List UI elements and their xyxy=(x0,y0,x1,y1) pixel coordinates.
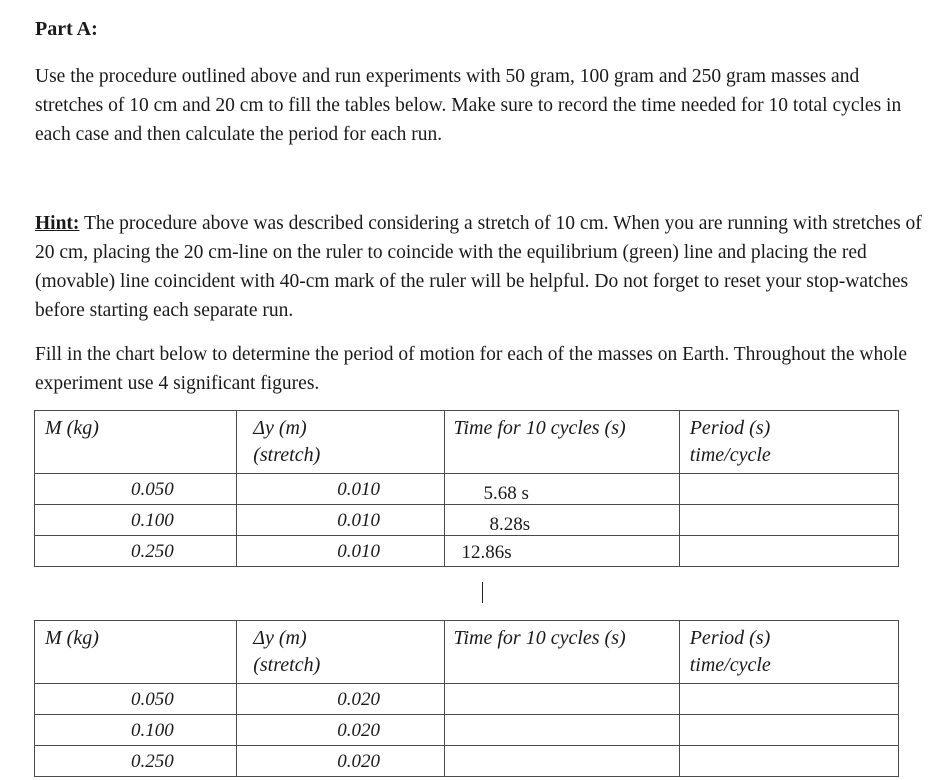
header-time-label: Time for 10 cycles (s) xyxy=(453,627,626,649)
dy-cell xyxy=(237,684,445,715)
data-table-stretch-20cm xyxy=(34,620,899,777)
dy-value: 0.020 xyxy=(337,751,380,772)
header-stretch-label: (stretch) xyxy=(253,654,321,676)
header-dy xyxy=(237,621,445,684)
hint-text: The procedure above was described considering a stretch of 10 cm. When you are running with stretches of 20 cm, placing the 20 cm-line on the ruler to coincide with the equilibrium (green) line and placing the red (movable) line coincident with 40-cm mark of the ruler will be helpful. Do not forget to reset your stop-watches before starting each separate run. xyxy=(35,213,922,321)
period-cell[interactable] xyxy=(679,474,898,505)
time-value: 8.28s xyxy=(489,514,531,535)
table-header-row xyxy=(35,621,899,684)
time-cell[interactable] xyxy=(445,746,679,777)
mass-cell xyxy=(35,684,237,715)
dy-value: 0.020 xyxy=(337,689,380,710)
table-row xyxy=(35,746,899,777)
dy-cell xyxy=(237,505,445,536)
instructions-paragraph: Use the procedure outlined above and run experiments with 50 gram, 100 gram and 250 gram masses and stretches of 10 cm and 20 cm to fill the tables below. Make sure to record the time needed for 10 total cycles in each case and then calculate the period for each run. xyxy=(35,66,902,145)
header-period-label: Period (s) xyxy=(689,627,771,649)
mass-value: 0.250 xyxy=(131,751,174,772)
period-cell[interactable] xyxy=(679,505,898,536)
table-row xyxy=(35,715,899,746)
mass-cell xyxy=(35,715,237,746)
header-period-label: Period (s) xyxy=(689,417,771,439)
time-value: 12.86s xyxy=(461,542,512,563)
mass-value: 0.050 xyxy=(131,689,174,710)
text-cursor xyxy=(482,582,483,603)
header-period xyxy=(679,621,898,684)
period-cell[interactable] xyxy=(679,746,898,777)
header-dy-label: Δy (m) xyxy=(253,417,307,439)
section-heading: Part A: xyxy=(35,18,98,40)
mass-value: 0.100 xyxy=(131,510,174,531)
mass-value: 0.250 xyxy=(131,541,174,562)
header-period-unit: time/cycle xyxy=(689,654,771,676)
header-dy-label: Δy (m) xyxy=(253,627,307,649)
header-stretch-label: (stretch) xyxy=(253,444,321,466)
mass-cell xyxy=(35,746,237,777)
mass-cell xyxy=(35,536,237,567)
dy-cell xyxy=(237,715,445,746)
header-time xyxy=(445,621,679,684)
data-table-stretch-10cm xyxy=(34,410,899,567)
hint-paragraph xyxy=(35,209,930,325)
hint-label: Hint: xyxy=(35,213,80,234)
table-row xyxy=(35,536,899,567)
header-mass-label: M (kg) xyxy=(45,627,99,649)
dy-value: 0.010 xyxy=(337,510,380,531)
header-dy xyxy=(237,411,445,474)
period-cell[interactable] xyxy=(679,715,898,746)
time-cell[interactable] xyxy=(445,684,679,715)
header-mass xyxy=(35,621,237,684)
dy-cell xyxy=(237,746,445,777)
header-period-unit: time/cycle xyxy=(689,444,771,466)
mass-cell xyxy=(35,505,237,536)
header-period xyxy=(679,411,898,474)
table-row xyxy=(35,474,899,505)
dy-value: 0.020 xyxy=(337,720,380,741)
chart-instructions: Fill in the chart below to determine the period of motion for each of the masses on Earth. Throughout the whole experiment use 4 significant figures. xyxy=(35,344,908,394)
header-time xyxy=(445,411,679,474)
table-header-row xyxy=(35,411,899,474)
dy-cell xyxy=(237,474,445,505)
time-cell[interactable] xyxy=(445,715,679,746)
mass-value: 0.050 xyxy=(131,479,174,500)
dy-value: 0.010 xyxy=(337,479,380,500)
table-row xyxy=(35,684,899,715)
header-mass-label: M (kg) xyxy=(45,417,99,439)
time-cell[interactable] xyxy=(445,536,679,567)
time-cell[interactable] xyxy=(445,505,679,536)
mass-value: 0.100 xyxy=(131,720,174,741)
header-time-label: Time for 10 cycles (s) xyxy=(453,417,626,439)
period-cell[interactable] xyxy=(679,684,898,715)
dy-cell xyxy=(237,536,445,567)
dy-value: 0.010 xyxy=(337,541,380,562)
period-cell[interactable] xyxy=(679,536,898,567)
header-mass xyxy=(35,411,237,474)
time-cell[interactable] xyxy=(445,474,679,505)
mass-cell xyxy=(35,474,237,505)
time-value: 5.68 s xyxy=(483,483,529,504)
table-row xyxy=(35,505,899,536)
